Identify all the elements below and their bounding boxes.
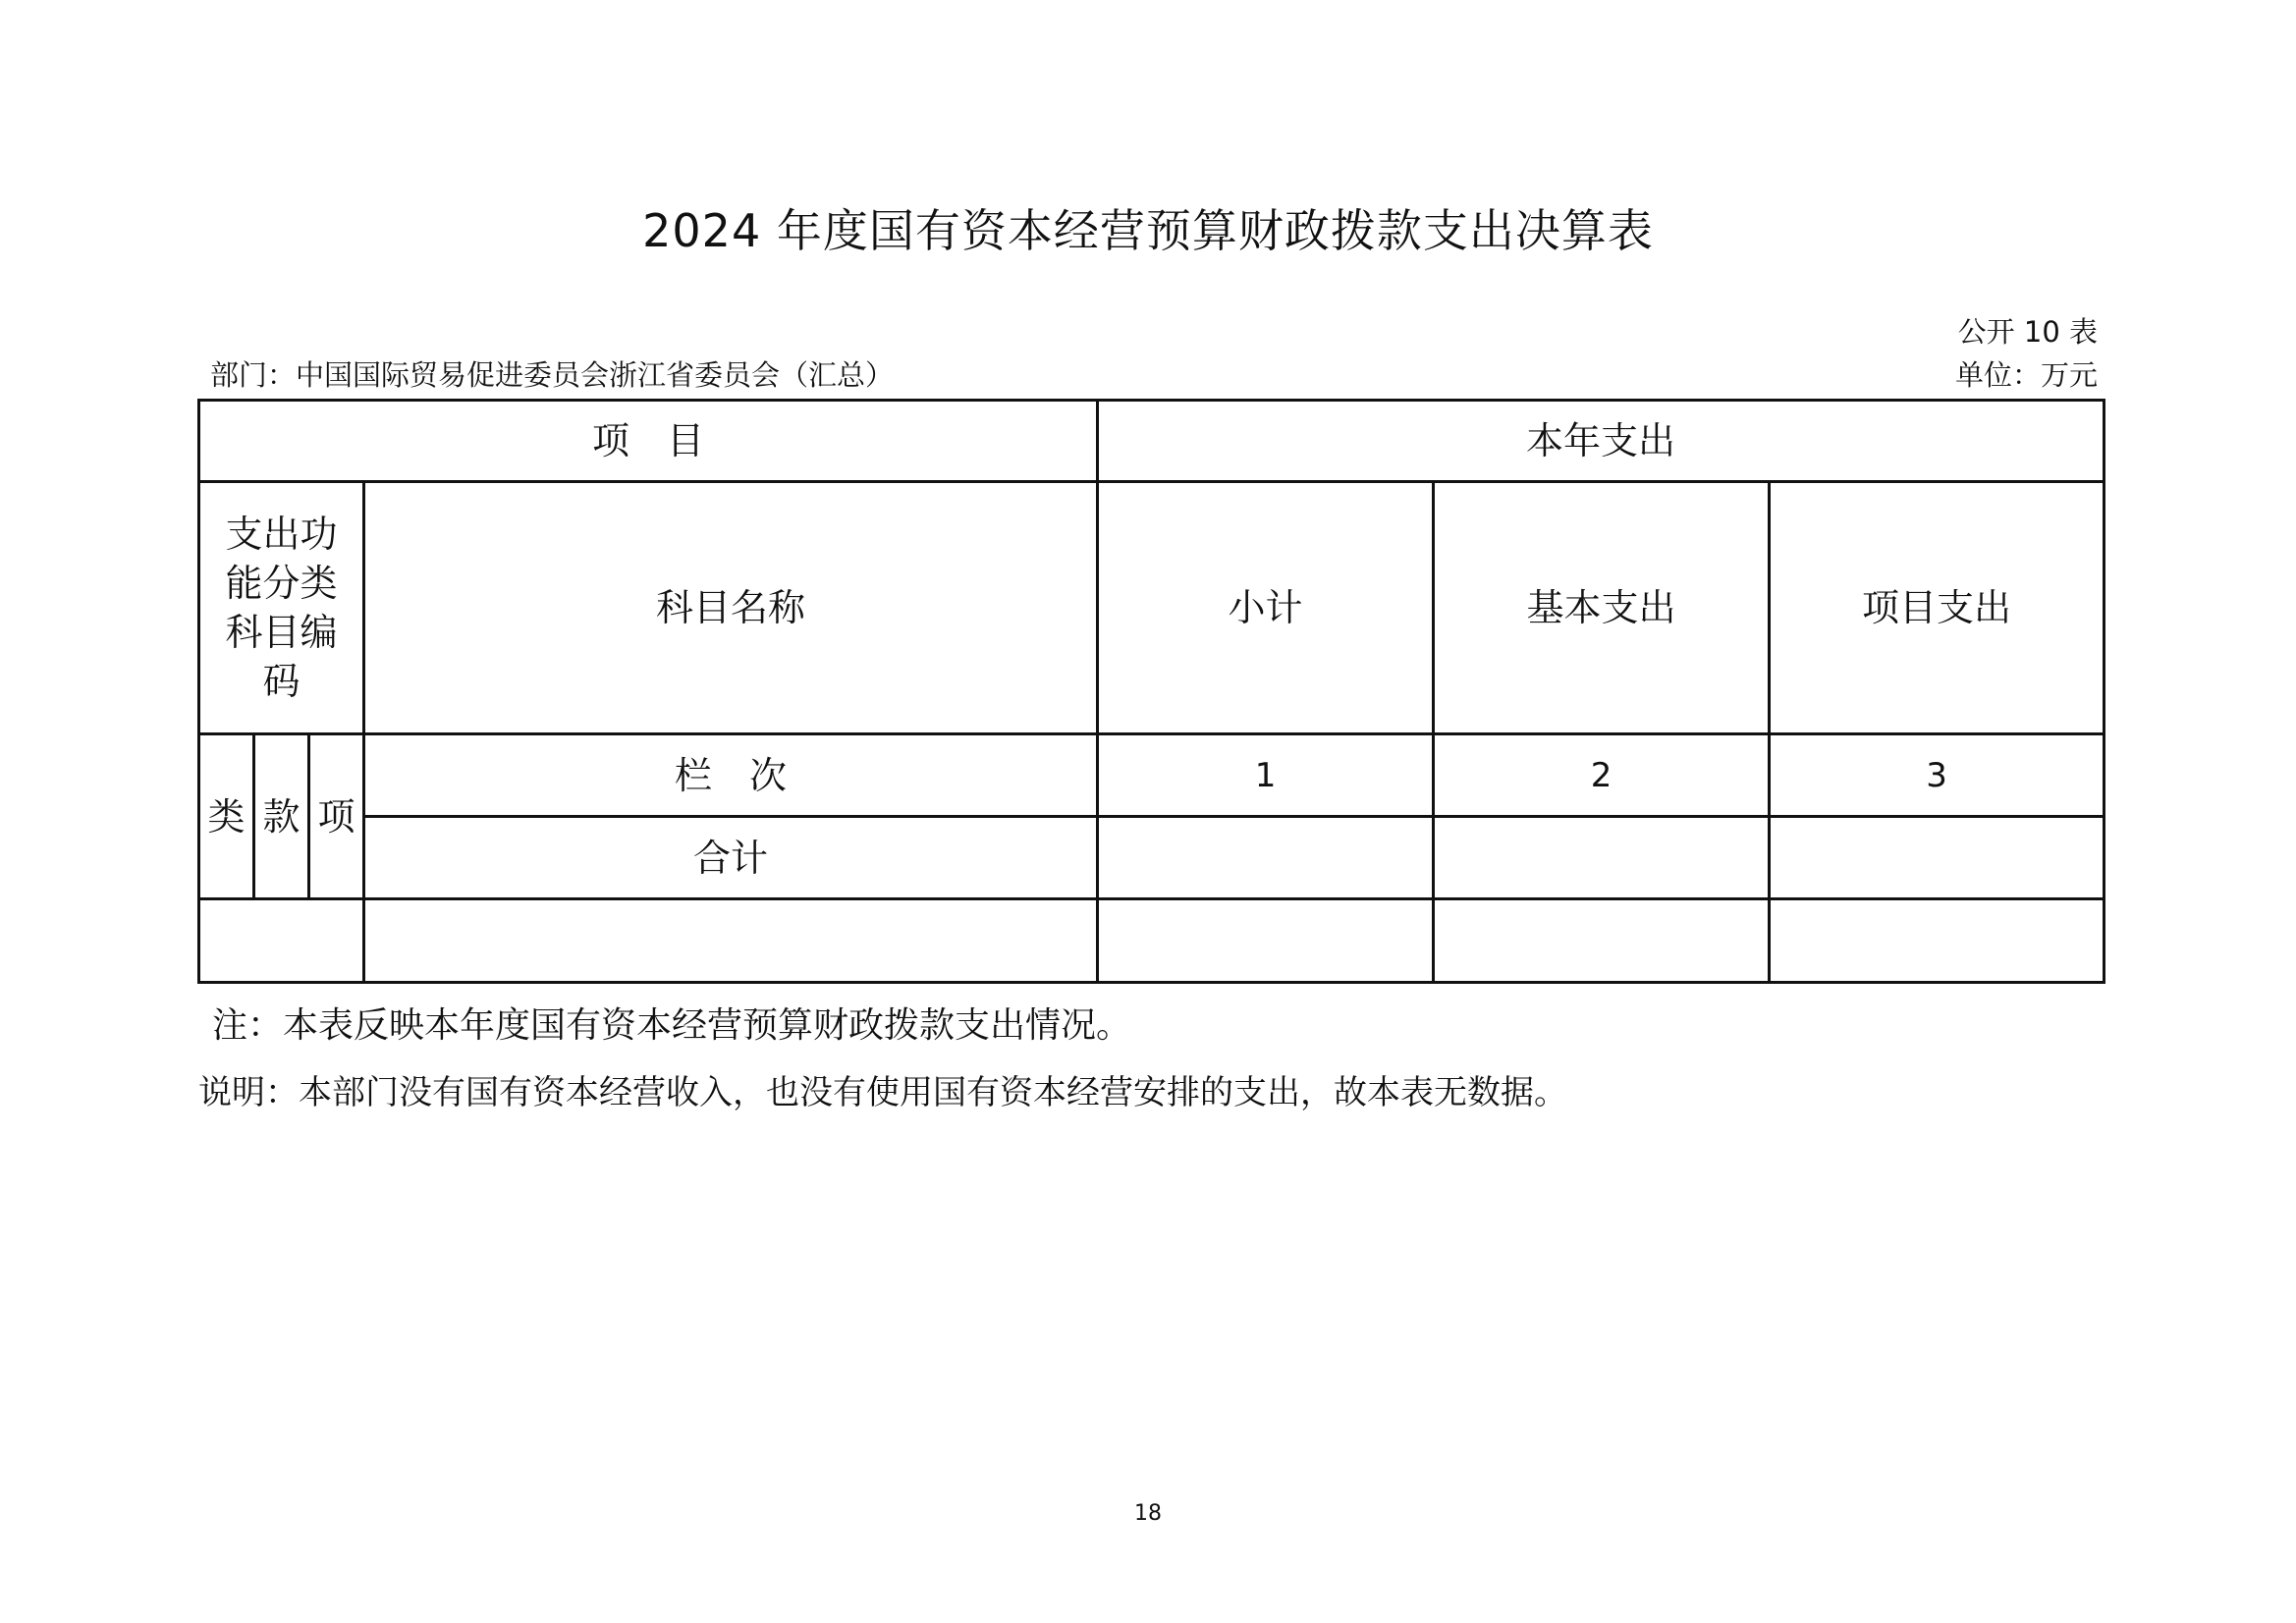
unit-label: 单位：万元 [1954, 358, 2098, 392]
department-label: 部门：中国国际贸易促进委员会浙江省委员会（汇总） [210, 358, 895, 392]
empty-name-cell [364, 899, 1098, 983]
table-note: 注：本表反映本年度国有资本经营预算财政拨款支出情况。 [212, 1005, 1132, 1046]
table-row [199, 899, 2105, 983]
explanation-text: 说明：本部门没有国有资本经营收入，也没有使用国有资本经营安排的支出，故本表无数据。 [198, 1073, 1567, 1112]
column-number-3: 3 [1770, 734, 2105, 817]
budget-table [197, 399, 2105, 984]
page-number: 18 [1134, 1501, 1162, 1526]
total-label: 合计 [364, 817, 1098, 899]
total-subtotal-cell [1098, 817, 1434, 899]
function-code-header: 支出功能分类科目编码 [199, 482, 364, 734]
class-label: 类 [199, 734, 254, 899]
subject-name-header: 科目名称 [364, 482, 1098, 734]
empty-subtotal-cell [1098, 899, 1434, 983]
subtotal-header: 小计 [1098, 482, 1434, 734]
empty-basic-cell [1434, 899, 1770, 983]
empty-project-cell [1770, 899, 2105, 983]
total-project-cell [1770, 817, 2105, 899]
total-row [199, 817, 2105, 899]
form-number: 公开 10 表 [1957, 315, 2098, 349]
header-current-year-cell: 本年支出 [1098, 401, 2105, 482]
basic-expenditure-header: 基本支出 [1434, 482, 1770, 734]
table-header-row [199, 401, 2105, 482]
column-number-2: 2 [1434, 734, 1770, 817]
column-number-1: 1 [1098, 734, 1434, 817]
column-label: 栏 次 [364, 734, 1098, 817]
table-subheader-row [199, 482, 2105, 734]
project-expenditure-header: 项目支出 [1770, 482, 2105, 734]
page-title: 2024 年度国有资本经营预算财政拨款支出决算表 [642, 204, 1654, 257]
item-label: 项 [309, 734, 364, 899]
total-basic-cell [1434, 817, 1770, 899]
header-item-cell: 项 目 [199, 401, 1098, 482]
empty-code-cell [199, 899, 364, 983]
column-number-row [199, 734, 2105, 817]
section-label: 款 [254, 734, 309, 899]
